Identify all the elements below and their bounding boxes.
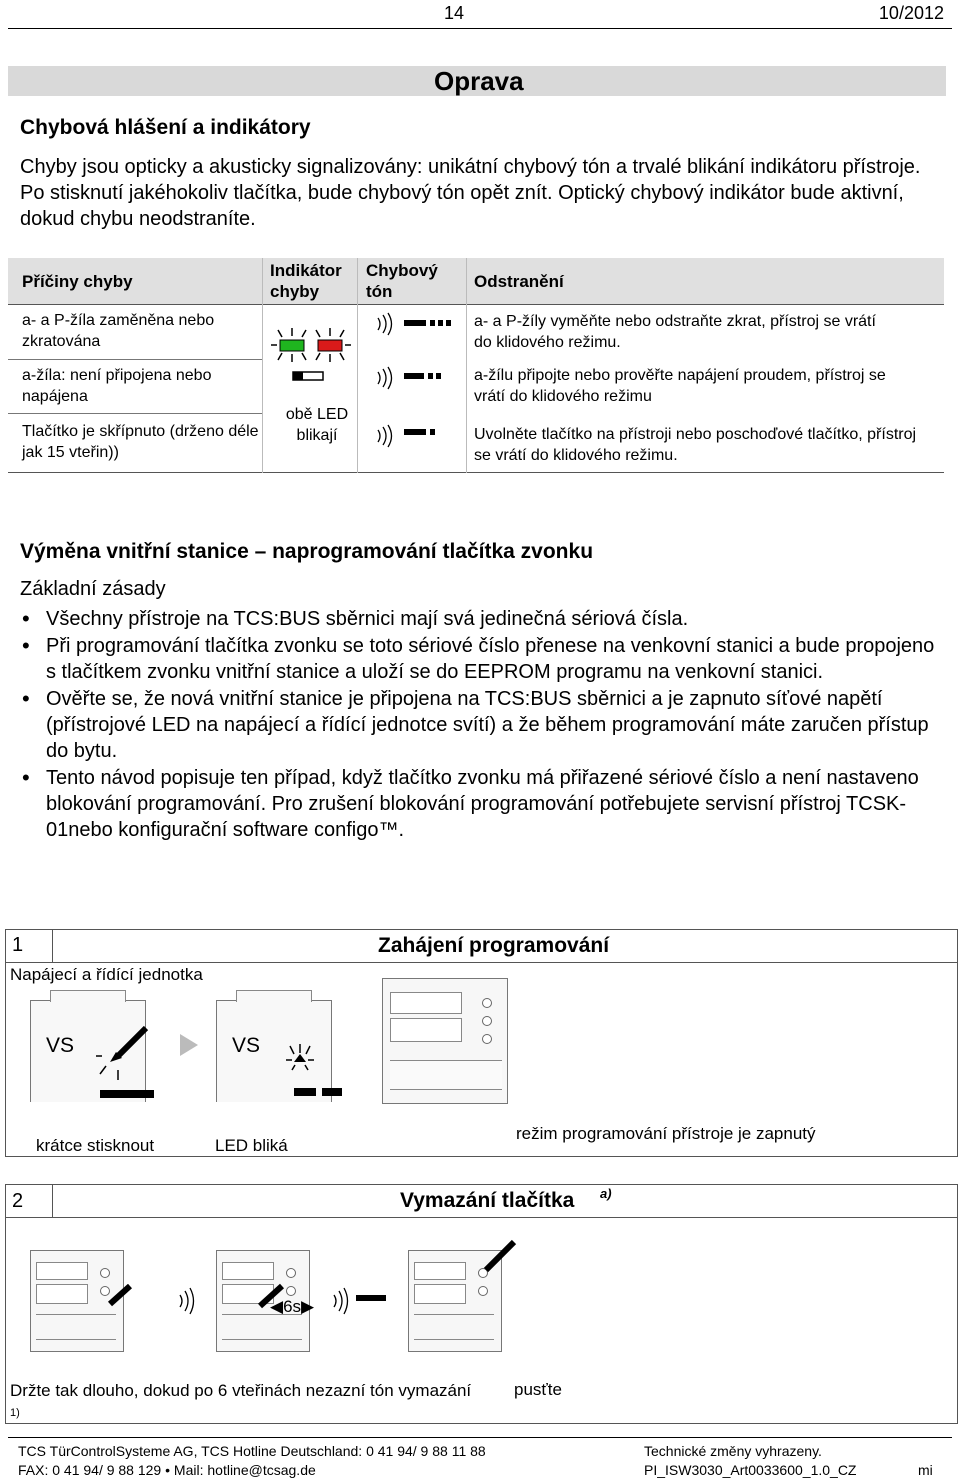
panel-led-icon (100, 1268, 110, 1278)
panel-button-field (36, 1284, 88, 1304)
label-hold-text: Držte tak dlouho, dokud po 6 vteřinách nezazní tón vymazání (10, 1381, 472, 1400)
list-item: • Tento návod popisuje ten případ, když tlačítko zvonku má přiřazené sériové číslo a není nastaveno blokování programování. Pro zrušení blokování programování potřebujete servisní přístroj TCSK-01nebo konfigurační software configo™. (20, 765, 940, 843)
footer-doc-id: PI_ISW3030_Art0033600_1.0_CZ (644, 1462, 857, 1478)
header-rule (8, 28, 952, 29)
panel-led-icon (482, 1016, 492, 1026)
label-programming-mode: režim programování přístroje je zapnutý (516, 1124, 816, 1143)
footer-rule (8, 1437, 952, 1438)
panel-button-field (414, 1284, 466, 1304)
panel-button-field (222, 1262, 274, 1280)
control-unit-2-top (236, 990, 312, 1002)
footer-initials: mi (918, 1462, 933, 1478)
press-finger-icon (104, 1284, 134, 1310)
column-header-fix: Odstranění (474, 272, 564, 291)
step-1-number: 1 (12, 934, 24, 956)
panel-button-field (414, 1262, 466, 1280)
principles-list (20, 606, 940, 844)
footer-mail: Mail: hotline@tcsag.de (173, 1462, 316, 1478)
principles-heading: Základní zásady (20, 578, 166, 600)
errors-heading: Chybová hlášení a indikátory (20, 116, 311, 139)
column-divider (262, 258, 263, 473)
led-blinking-icon (282, 1044, 344, 1100)
row-divider (8, 413, 262, 414)
footer-changes: Technické změny vyhrazeny. (644, 1443, 822, 1459)
hold-timer-label: 6s (283, 1297, 302, 1316)
tone-bar-icon (356, 1295, 386, 1301)
panel-led-icon (482, 1034, 492, 1044)
error-tone-3-icon (374, 424, 460, 448)
row-divider (8, 359, 262, 360)
tone-icon (330, 1286, 352, 1316)
panel-speaker-grill (414, 1314, 494, 1340)
document-date: 10/2012 (878, 3, 944, 23)
control-unit-1-label: VS (46, 1034, 75, 1057)
list-item: • Při programování tlačítka zvonku se toto sériové číslo přenese na venkovní stanici a bude propojeno s tlačítkem zvonku vnitřní stanice a uloží se do EEPROM programu na venkovní stanici. (20, 633, 940, 685)
section-title: Oprava (434, 66, 524, 96)
label-hold (10, 1380, 480, 1429)
panel-button-field (390, 992, 462, 1014)
step-1-title: Zahájení programování (378, 934, 610, 957)
arrow-right-icon (180, 1034, 198, 1056)
column-header-indicator: Indikátor chyby (270, 261, 342, 301)
fix-row-1: a- a P-žíly vyměňte nebo odstraňte zkrat, přístroj se vrátí do klidového režimu. (474, 313, 876, 351)
footer-separator: • (165, 1462, 174, 1478)
fix-row-3: Uvolněte tlačítko na přístroji nebo poschoďové tlačítko, přístroj se vrátí do klidového režimu. (474, 426, 917, 464)
release-finger-icon (480, 1236, 520, 1276)
label-release: pusťte (514, 1380, 562, 1399)
fix-row-2: a-žílu připojte nebo prověřte napájení proudem, přístroj se vrátí do klidového režimu (474, 367, 886, 405)
hold-timer: ◀6s▶ (270, 1297, 315, 1316)
page-number: 14 (444, 3, 465, 23)
label-led-blinks: LED bliká (215, 1136, 288, 1155)
step-2-title-footnote: a) (600, 1186, 612, 1201)
label-hold-footnote: 1) (10, 1407, 20, 1419)
panel-led-icon (478, 1286, 488, 1296)
column-header-cause: Příčiny chyby (22, 272, 133, 291)
control-unit-1-top (50, 990, 126, 1002)
panel-speaker-grill (36, 1314, 116, 1340)
column-header-tone: Chybový tón (366, 261, 438, 301)
error-tone-2-icon (374, 366, 460, 390)
panel-led-icon (286, 1268, 296, 1278)
panel-speaker-grill (222, 1314, 302, 1340)
step-1-divider (52, 929, 53, 963)
column-divider (466, 258, 467, 473)
control-unit-2-label: VS (232, 1034, 261, 1057)
step-1-subtitle: Napájecí a řídící jednotka (10, 965, 203, 984)
panel-speaker-grill (390, 1060, 502, 1090)
step-2-divider (52, 1184, 53, 1218)
panel-button-field (36, 1262, 88, 1280)
list-item: • Ověřte se, že nová vnitřní stanice je připojena na TCS:BUS sběrnici a je zapnuto síťové napětí (přístrojové LED na napájecí a řídící jednotce svítí) a že během programování máte zaručen přístup do bytu. (20, 686, 940, 764)
cause-row-1: a- a P-žíla zaměněna nebo zkratována (22, 312, 215, 350)
press-finger-icon (96, 1026, 156, 1102)
tone-icon (176, 1286, 198, 1316)
indicator-text: obě LED blikají (285, 406, 349, 444)
cause-row-2: a-žíla: není připojena nebo napájena (22, 367, 212, 405)
errors-intro: Chyby jsou opticky a akusticky signalizovány: unikátní chybový tón a trvalé blikání indikátoru přístroje. Po stisknutí jakéhokoliv tlačítka, bude chybový tón opět znít. Optický chybový indikátor bude aktivní, dokud chybu neodstraníte. (20, 156, 921, 230)
label-press-briefly: krátce stisknout (36, 1136, 155, 1155)
panel-led-icon (482, 998, 492, 1008)
step-2-title: Vymazání tlačítka (400, 1189, 575, 1212)
blinking-leds-icon (266, 322, 356, 392)
footer-contact (18, 1462, 316, 1478)
list-item: • Všechny přístroje na TCS:BUS sběrnici mají svá jedinečná sériová čísla. (20, 606, 940, 632)
cause-row-3: Tlačítko je skřípnuto (drženo déle jak 15 vteřin)) (22, 423, 259, 461)
footer-company: TCS TürControlSysteme AG, TCS Hotline Deutschland: 0 41 94/ 9 88 11 88 (18, 1443, 486, 1459)
error-tone-1-icon (374, 312, 460, 336)
exchange-heading: Výměna vnitřní stanice – naprogramování tlačítka zvonku (20, 540, 594, 563)
step-2-number: 2 (12, 1190, 24, 1212)
footer-fax: FAX: 0 41 94/ 9 88 129 (18, 1462, 162, 1478)
panel-button-field (390, 1018, 462, 1042)
